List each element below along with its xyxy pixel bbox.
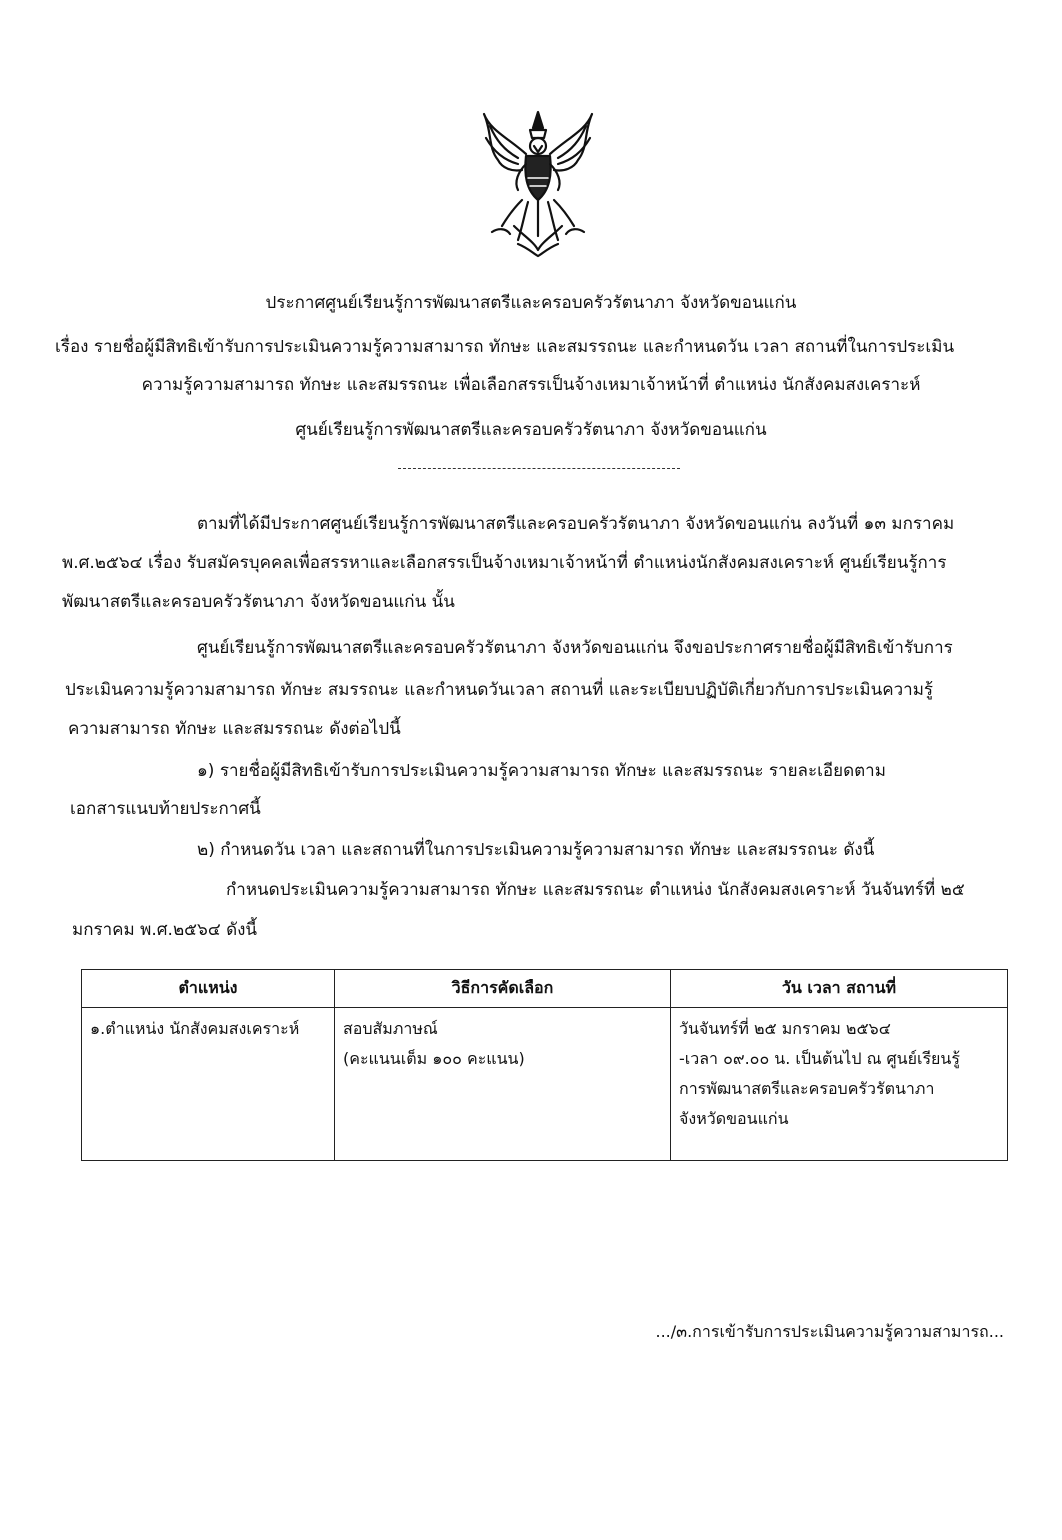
continuation-text: .../๓.การเข้ารับการประเมินความรู้ความสามารถ... [655, 1322, 1004, 1341]
cell-method [335, 1008, 671, 1161]
item-1-line-2: เอกสารแนบท้ายประกาศนี้ [70, 799, 261, 819]
place-text: การพัฒนาสตรีและครอบครัวรัตนาภา [679, 1079, 935, 1098]
item-1-line-1: ๑) รายชื่อผู้มีสิทธิเข้ารับการประเมินความรู้ความสามารถ ทักษะ และสมรรถนะ รายละเอียดตาม [197, 761, 886, 781]
paragraph-2-line-2: ประเมินความรู้ความสามารถ ทักษะ สมรรถนะ และกำหนดวันเวลา สถานที่ และระเบียบปฏิบัติเกี่ยวกับการประเมินความรู้ [65, 680, 934, 700]
method-score-text: (คะแนนเต็ม ๑๐๐ คะแนน) [343, 1049, 525, 1068]
province-text: จังหวัดขอนแก่น [679, 1109, 789, 1128]
table-row [82, 1008, 1008, 1161]
subject-line-3: ศูนย์เรียนรู้การพัฒนาสตรีและครอบครัวรัตนาภา จังหวัดขอนแก่น [295, 420, 767, 440]
item-2-line-1: ๒) กำหนดวัน เวลา และสถานที่ในการประเมินความรู้ความสามารถ ทักษะ และสมรรถนะ ดังนี้ [197, 840, 875, 860]
subject-line-2: ความรู้ความสามารถ ทักษะ และสมรรถนะ เพื่อเลือกสรรเป็นจ้างเหมาเจ้าหน้าที่ ตำแหน่ง นักสังคมสงเคราะห์ [141, 375, 921, 395]
column-header-position: ตำแหน่ง [82, 970, 335, 1008]
announcement-title: ประกาศศูนย์เรียนรู้การพัฒนาสตรีและครอบครัวรัตนาภา จังหวัดขอนแก่น [265, 293, 797, 313]
subject-line-1: เรื่อง รายชื่อผู้มีสิทธิเข้ารับการประเมินความรู้ความสามารถ ทักษะ และสมรรถนะ และกำหนดวัน เวลา สถานที่ในการประเมิน [55, 337, 955, 357]
column-header-datetime-place: วัน เวลา สถานที่ [671, 970, 1008, 1008]
time-text: -เวลา ๐๙.๐๐ น. เป็นต้นไป ณ ศูนย์เรียนรู้ [679, 1049, 960, 1068]
paragraph-2-line-1: ศูนย์เรียนรู้การพัฒนาสตรีและครอบครัวรัตนาภา จังหวัดขอนแก่น จึงขอประกาศรายชื่อผู้มีสิทธิเข้ารับการ [197, 638, 953, 658]
position-text: ๑.ตำแหน่ง นักสังคมสงเคราะห์ [90, 1019, 300, 1038]
cell-position [82, 1008, 335, 1161]
paragraph-1-line-1: ตามที่ได้มีประกาศศูนย์เรียนรู้การพัฒนาสตรีและครอบครัวรัตนาภา จังหวัดขอนแก่น ลงวันที่ ๑๓ มกราคม [197, 514, 955, 534]
cell-datetime-place [671, 1008, 1008, 1161]
item-2-line-3: มกราคม พ.ศ.๒๕๖๔ ดังนี้ [72, 920, 258, 940]
method-text: สอบสัมภาษณ์ [343, 1019, 438, 1038]
paragraph-2-line-3: ความสามารถ ทักษะ และสมรรถนะ ดังต่อไปนี้ [68, 719, 401, 739]
paragraph-1-line-3: พัฒนาสตรีและครอบครัวรัตนาภา จังหวัดขอนแก่น นั้น [62, 592, 455, 612]
column-header-method: วิธีการคัดเลือก [335, 970, 671, 1008]
paragraph-1-line-2: พ.ศ.๒๕๖๔ เรื่อง รับสมัครบุคคลเพื่อสรรหาและเลือกสรรเป็นจ้างเหมาเจ้าหน้าที่ ตำแหน่งนักสังคมสงเคราะห์ ศูนย์เรียนรู้การ [62, 553, 947, 573]
item-2-line-2: กำหนดประเมินความรู้ความสามารถ ทักษะ และสมรรถนะ ตำแหน่ง นักสังคมสงเคราะห์ วันจันทร์ที่ ๒๕ [226, 880, 965, 900]
garuda-emblem-icon [478, 108, 598, 258]
schedule-table [81, 969, 1008, 1161]
separator-line [398, 468, 680, 469]
date-text: วันจันทร์ที่ ๒๕ มกราคม ๒๕๖๔ [679, 1019, 891, 1038]
table-header-row [82, 970, 1008, 1008]
